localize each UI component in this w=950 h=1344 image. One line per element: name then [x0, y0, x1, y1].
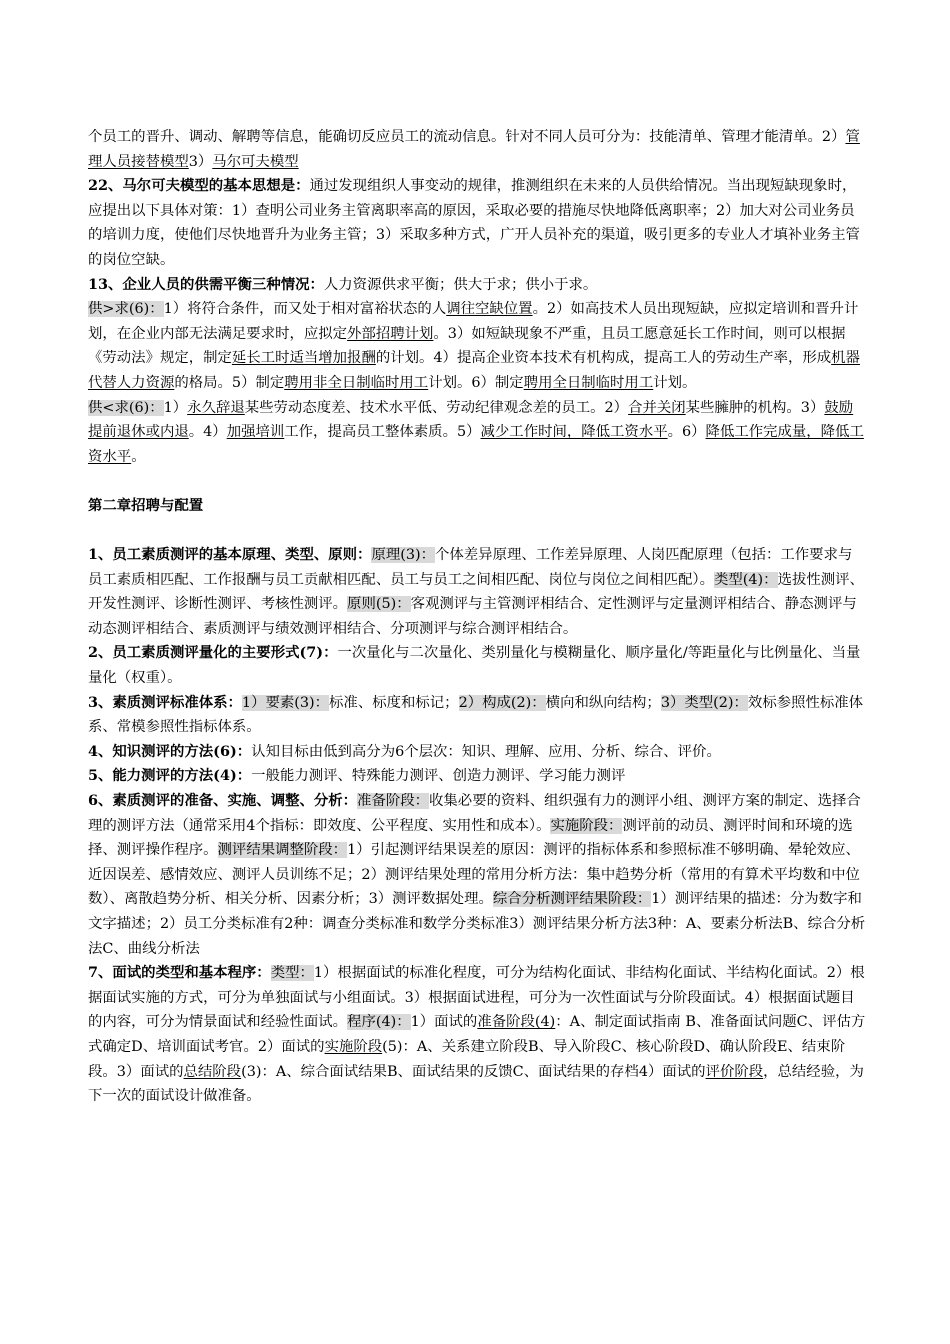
underlined-term: 马尔可夫模型	[212, 153, 299, 170]
text-run: 3）	[188, 153, 213, 170]
paragraph-spacer	[88, 469, 866, 494]
highlighted-label: 类型(4)：	[714, 571, 778, 588]
paragraph	[88, 297, 866, 395]
text-run: 通过发现组织人事变动的规律，推测组织在未来的人员供给情况。当出现短缺现象时，应提出以下具体对策：1）查明公司业务主管离职率高的原因，采取必要的措施尽快地降低离职率；2）加大对公司业务员的培训力度，使他们尽快地晋升为业务主管；3）采取多种方式，广开人员补充的渠道，吸引更多的专业人才填补业务主管的岗位空缺。	[88, 178, 860, 268]
underlined-term: 管理人员接替模型	[88, 129, 860, 170]
highlighted-label: 1）要素(3)：	[241, 694, 330, 711]
paragraph	[88, 494, 866, 519]
highlighted-label: 供<求(6)：	[88, 399, 164, 416]
underlined-term: 减少工作时间，降低工资水平	[480, 424, 668, 441]
underlined-term: 合并关闭	[628, 399, 686, 416]
highlighted-label: 类型：	[270, 965, 314, 982]
paragraph-spacer	[88, 519, 866, 544]
text-run: 1）	[163, 399, 188, 416]
underlined-term: 实施阶段	[324, 1038, 383, 1055]
heading-text: 1、员工素质测评的基本原理、类型、原则：	[88, 546, 372, 564]
text-run: 。	[131, 448, 146, 465]
underlined-term: 外部招聘计划	[347, 325, 434, 342]
text-run: 1）根据面试的标准化程度，可分为结构化面试、非结构化面试、半结构化面试。2）根据面试实施的方式，可分为单独面试与小组面试。3）根据面试进程，可分为一次性面试与分阶段面试。4）根据面试题目的内容，可分为情景面试和经验性面试。	[88, 965, 865, 1031]
text-run: 计划。	[653, 374, 697, 391]
text-run: 。3）如短缺现象不严重，且员工愿意延长工作时间，则可以根据《劳动法》规定，制定	[88, 325, 846, 367]
highlighted-label: 原则(5)：	[347, 596, 411, 613]
text-run: (3)：A、综合面试结果B、面试结果的反馈C、面试结果的存档4）面试的	[241, 1063, 706, 1080]
paragraph	[88, 740, 866, 765]
underlined-term: 聘用非全日制临时用工	[284, 374, 429, 391]
underlined-term: 加强培训	[226, 424, 285, 441]
heading-text: 22、马尔可夫模型的基本思想是：	[88, 177, 310, 195]
paragraph	[88, 691, 866, 740]
text-run: 效标参照性标准体系、常模参照性指标体系。	[88, 694, 864, 736]
paragraph	[88, 961, 866, 1109]
paragraph	[88, 641, 866, 690]
text-run: 1）将符合条件，而又处于相对富裕状态的人	[163, 301, 447, 318]
text-run: (5)：A、关系建立阶段B、导入阶段C、核心阶段D、确认阶段E、结束阶段。3）面试的	[88, 1038, 846, 1080]
text-run: 标准、标度和标记；	[329, 694, 459, 711]
text-run: 收集必要的资料、组织强有力的测评小组、测评方案的制定、选择合理的测评方法（通常采用4个指标：即效度、公平程度、实用性和成本）。	[88, 793, 861, 834]
highlighted-label: 测评结果调整阶段：	[217, 842, 348, 859]
paragraph	[88, 273, 866, 298]
text-run: 客观测评与主管测评相结合、定性测评与定量测评相结合、静态测评与动态测评相结合、素质测评与绩效测评相结合、分项测评与综合测评相结合。	[88, 596, 857, 637]
document-page	[88, 125, 866, 1109]
text-run: 的格局。5）制定	[174, 374, 285, 391]
paragraph	[88, 789, 866, 961]
paragraph	[88, 174, 866, 272]
text-run: ：A、制定面试指南 B、准备面试问题C、评估方式确定D、培训面试考官。2）面试的	[88, 1014, 866, 1055]
text-run: 。4）	[188, 424, 227, 441]
heading-text: 4、知识测评的方法(6)：	[88, 742, 252, 760]
underlined-term: 降低工作完成量，降低工资水平	[88, 424, 864, 465]
text-run: 某些臃肿的机构。3）	[685, 399, 825, 416]
text-run: ，总结经验，为下一次的面试设计做准备。	[88, 1063, 864, 1105]
text-run: 个体差异原理、工作差异原理、人岗匹配原理（包括：工作要求与员工素质相匹配、工作报酬与员工贡献相匹配、员工与员工之间相匹配、岗位与岗位之间相匹配）。	[88, 547, 853, 588]
underlined-term: 机器代替人力资源	[88, 350, 860, 391]
heading-text: 2、员工素质测评量化的主要形式(7)：	[88, 644, 338, 662]
text-run: 一般能力测评、特殊能力测评、创造力测评、学习能力测评	[251, 768, 626, 785]
paragraph	[88, 543, 866, 641]
highlighted-label: 2）构成(2)：	[458, 694, 546, 711]
heading-text: 6、素质测评的准备、实施、调整、分析：	[88, 792, 358, 810]
highlighted-label: 程序(4)：	[347, 1014, 411, 1031]
text-run: 计划。6）制定	[428, 374, 524, 391]
text-run: 人力资源供求平衡；供大于求；供小于求。	[323, 276, 598, 293]
text-run: 1）引起测评结果误差的原因：测评的指标体系和参照标准不够明确、晕轮效应、近因误差、感情效应、测评人员训练不足；2）测评结果处理的常用分析方法：集中趋势分析（常用的有算术平均数和中位数）、离散趋势分析、相关分析、因素分析；3）测评数据处理。	[88, 842, 860, 908]
text-run: 测评前的动员、测评时间和环境的选择、测评操作程序。	[88, 817, 853, 859]
highlighted-label: 综合分析测评结果阶段：	[492, 891, 652, 908]
underlined-term: 鼓励提前退休或内退	[88, 399, 854, 441]
text-run: 某些劳动态度差、技术水平低、劳动纪律观念差的员工。2）	[244, 399, 629, 416]
underlined-term: 调往空缺位置	[446, 301, 533, 318]
text-run: 选拔性测评、开发性测评、诊断性测评、考核性测评。	[88, 571, 864, 613]
underlined-term: 评价阶段	[705, 1063, 764, 1080]
text-run: 。6）	[667, 424, 706, 441]
text-run: 。2）如高技术人员出现短缺，应拟定培训和晋升计划，在企业内部无法满足要求时，应拟定	[88, 301, 859, 342]
underlined-term: 准备阶段(4)	[477, 1014, 556, 1031]
highlighted-label: 供>求(6)：	[88, 301, 164, 318]
heading-text: 第二章招聘与配置	[88, 496, 204, 514]
heading-text: 7、面试的类型和基本程序：	[88, 964, 271, 982]
underlined-term: 延长工时适当增加报酬	[231, 350, 376, 367]
paragraph	[88, 125, 866, 174]
text-run: 工作，提高员工整体素质。5）	[284, 424, 481, 441]
heading-text: 5、能力测评的方法(4)：	[88, 767, 252, 785]
text-run: 的计划。4）提高企业资本技术有机构成，提高工人的劳动生产率，形成	[375, 350, 832, 367]
heading-text: 13、企业人员的供需平衡三种情况：	[88, 275, 324, 293]
text-run: 1）面试的	[410, 1014, 478, 1031]
paragraph	[88, 764, 866, 789]
text-run: 个员工的晋升、调动、解聘等信息，能确切反应员工的流动信息。针对不同人员可分为：技能清单、管理才能清单。2）	[88, 129, 846, 145]
paragraph	[88, 396, 866, 470]
highlighted-label: 3）类型(2)：	[660, 694, 748, 711]
text-run: 1）测评结果的描述：分为数字和文字描述；2）员工分类标准有2种：调查分类标准和数学分类标准3）测评结果分析方法3种：A、要素分析法B、综合分析法C、曲线分析法	[88, 891, 866, 957]
underlined-term: 总结阶段	[183, 1063, 242, 1080]
highlighted-label: 原理(3)：	[371, 547, 435, 564]
text-run: 横向和纵向结构；	[545, 694, 661, 711]
text-run: 一次量化与二次量化、类别量化与模糊量化、顺序量化/等距量化与比例量化、当量量化（权重）。	[88, 645, 861, 687]
heading-text: 3、素质测评标准体系：	[88, 693, 242, 711]
underlined-term: 聘用全日制临时用工	[523, 374, 654, 391]
highlighted-label: 准备阶段：	[357, 793, 430, 810]
text-run: 认知目标由低到高分为6个层次：知识、理解、应用、分析、综合、评价。	[251, 743, 721, 760]
highlighted-label: 实施阶段：	[550, 817, 623, 834]
underlined-term: 永久辞退	[187, 399, 245, 416]
